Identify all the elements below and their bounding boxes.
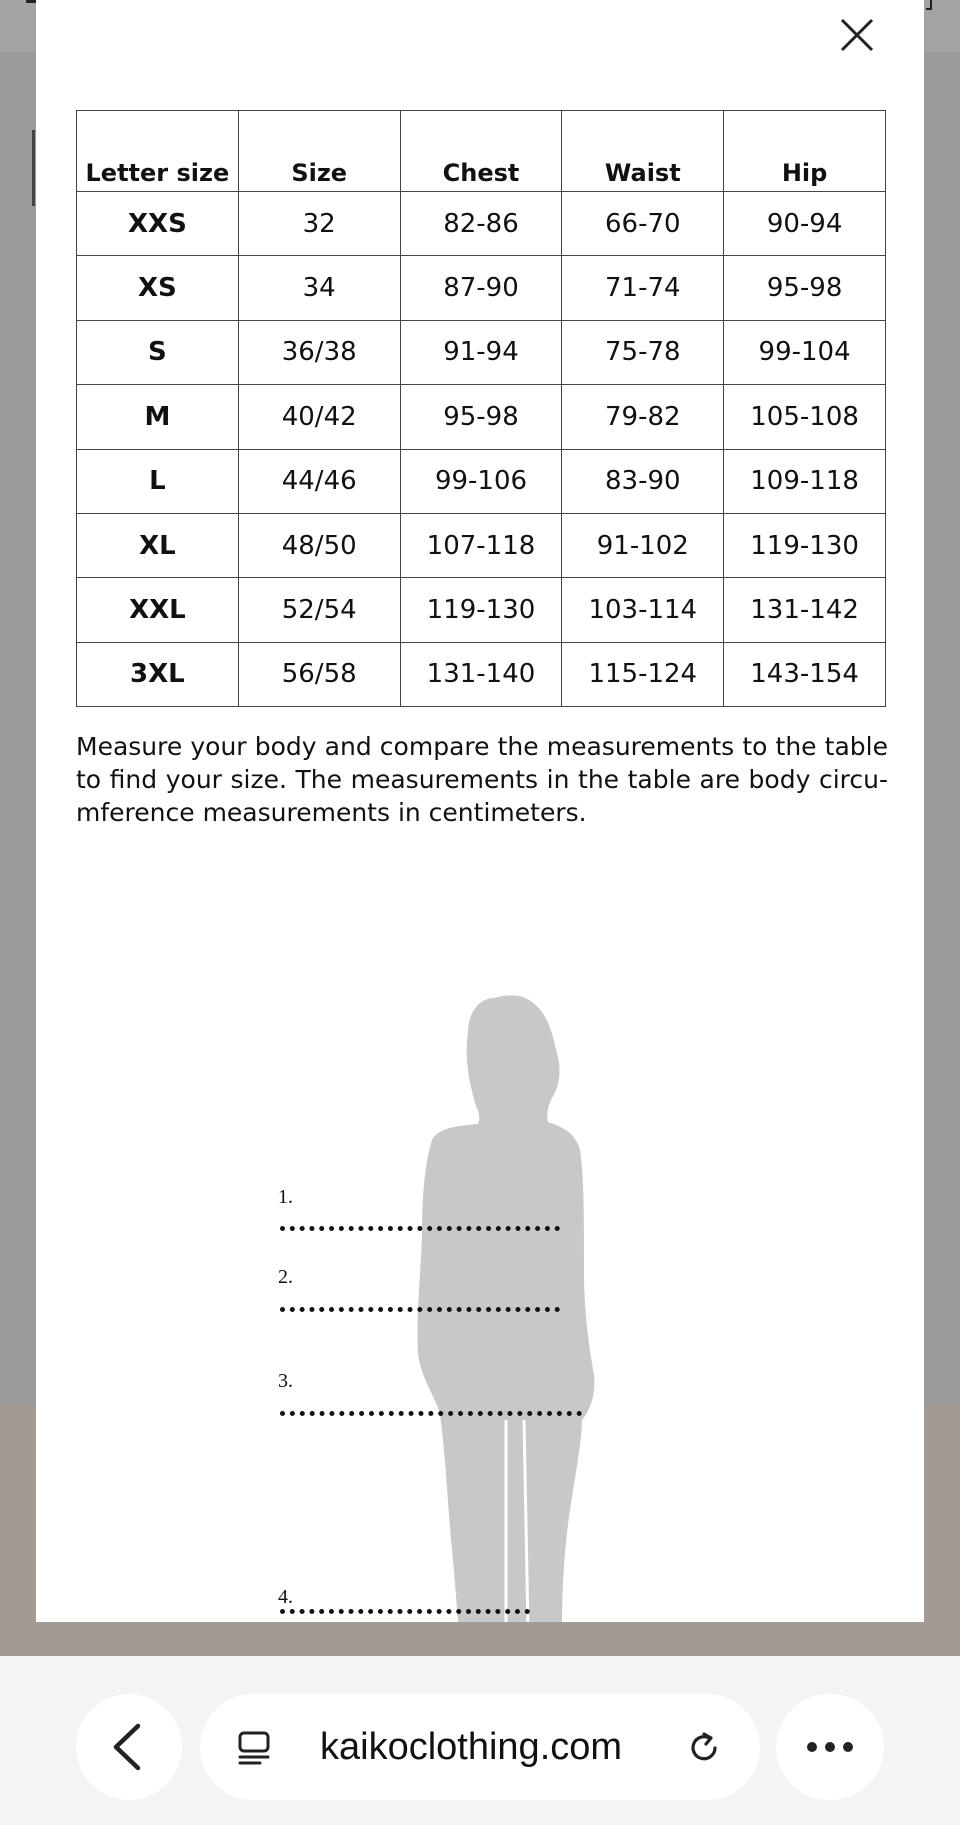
table-row — [77, 642, 886, 706]
cell-waist: 71-74 — [562, 256, 724, 320]
back-icon — [76, 1694, 182, 1800]
header-edge-mark — [26, 0, 36, 3]
header-size: Size — [238, 111, 400, 192]
close-button[interactable] — [832, 10, 882, 60]
header-corner-mark — [926, 0, 932, 10]
cell-size: 44/46 — [238, 449, 400, 513]
cell-hip: 119-130 — [724, 513, 886, 577]
cell-waist: 115-124 — [562, 642, 724, 706]
cell-chest: 95-98 — [400, 385, 562, 449]
more-icon — [776, 1694, 884, 1800]
cell-chest: 107-118 — [400, 513, 562, 577]
header-chest: Chest — [400, 111, 562, 192]
measure-line-1 — [280, 1226, 560, 1231]
close-icon — [832, 10, 882, 60]
cell-chest: 99-106 — [400, 449, 562, 513]
cell-size: 48/50 — [238, 513, 400, 577]
cell-size: 56/58 — [238, 642, 400, 706]
measure-marker-2: 2. — [278, 1266, 293, 1288]
table-row — [77, 578, 886, 642]
cell-hip: 90-94 — [724, 192, 886, 256]
table-row — [77, 256, 886, 320]
measure-marker-4: 4. — [278, 1586, 293, 1608]
cell-chest: 119-130 — [400, 578, 562, 642]
cell-waist: 66-70 — [562, 192, 724, 256]
cell-size: 34 — [238, 256, 400, 320]
cell-letter-size: S — [77, 320, 239, 384]
cell-size: 40/42 — [238, 385, 400, 449]
cell-waist: 91-102 — [562, 513, 724, 577]
table-row — [77, 192, 886, 256]
cell-letter-size: M — [77, 385, 239, 449]
measure-line-3 — [280, 1411, 582, 1416]
tabs-icon[interactable] — [234, 1728, 274, 1768]
cell-letter-size: 3XL — [77, 642, 239, 706]
cell-hip: 99-104 — [724, 320, 886, 384]
cell-size: 52/54 — [238, 578, 400, 642]
cell-hip: 131-142 — [724, 578, 886, 642]
browser-toolbar — [0, 1656, 960, 1825]
cell-chest: 131-140 — [400, 642, 562, 706]
measure-line-4 — [280, 1609, 530, 1614]
header-waist: Waist — [562, 111, 724, 192]
body-silhouette-illustration — [376, 990, 676, 1622]
cell-chest: 82-86 — [400, 192, 562, 256]
header-letter-size: Letter size — [77, 111, 239, 192]
measure-marker-1: 1. — [278, 1186, 293, 1208]
cell-hip: 143-154 — [724, 642, 886, 706]
cell-letter-size: XXL — [77, 578, 239, 642]
cell-waist: 103-114 — [562, 578, 724, 642]
backdrop-edge-mark — [32, 130, 35, 206]
measurement-note: Measure your body and compare the measurements to the table to find your size. The measurements in the table are body circu-mference measurements in centimeters. — [76, 732, 888, 827]
more-options-button[interactable] — [776, 1694, 884, 1800]
reload-icon[interactable] — [684, 1728, 724, 1768]
cell-size: 36/38 — [238, 320, 400, 384]
cell-waist: 75-78 — [562, 320, 724, 384]
table-header-row — [77, 111, 886, 192]
measure-marker-3: 3. — [278, 1370, 293, 1392]
cell-hip: 105-108 — [724, 385, 886, 449]
cell-size: 32 — [238, 192, 400, 256]
cell-letter-size: L — [77, 449, 239, 513]
cell-letter-size: XS — [77, 256, 239, 320]
cell-hip: 109-118 — [724, 449, 886, 513]
table-row — [77, 449, 886, 513]
back-button[interactable] — [76, 1694, 182, 1800]
cell-chest: 87-90 — [400, 256, 562, 320]
url-text: kaikoclothing.com — [320, 1726, 623, 1768]
cell-waist: 79-82 — [562, 385, 724, 449]
table-row — [77, 320, 886, 384]
cell-chest: 91-94 — [400, 320, 562, 384]
measure-line-2 — [280, 1307, 560, 1312]
size-guide-modal — [36, 0, 924, 1622]
header-hip: Hip — [724, 111, 886, 192]
address-bar[interactable] — [200, 1694, 760, 1800]
size-chart-table — [76, 110, 886, 707]
table-row — [77, 385, 886, 449]
cell-letter-size: XXS — [77, 192, 239, 256]
cell-waist: 83-90 — [562, 449, 724, 513]
cell-letter-size: XL — [77, 513, 239, 577]
cell-hip: 95-98 — [724, 256, 886, 320]
table-row — [77, 513, 886, 577]
